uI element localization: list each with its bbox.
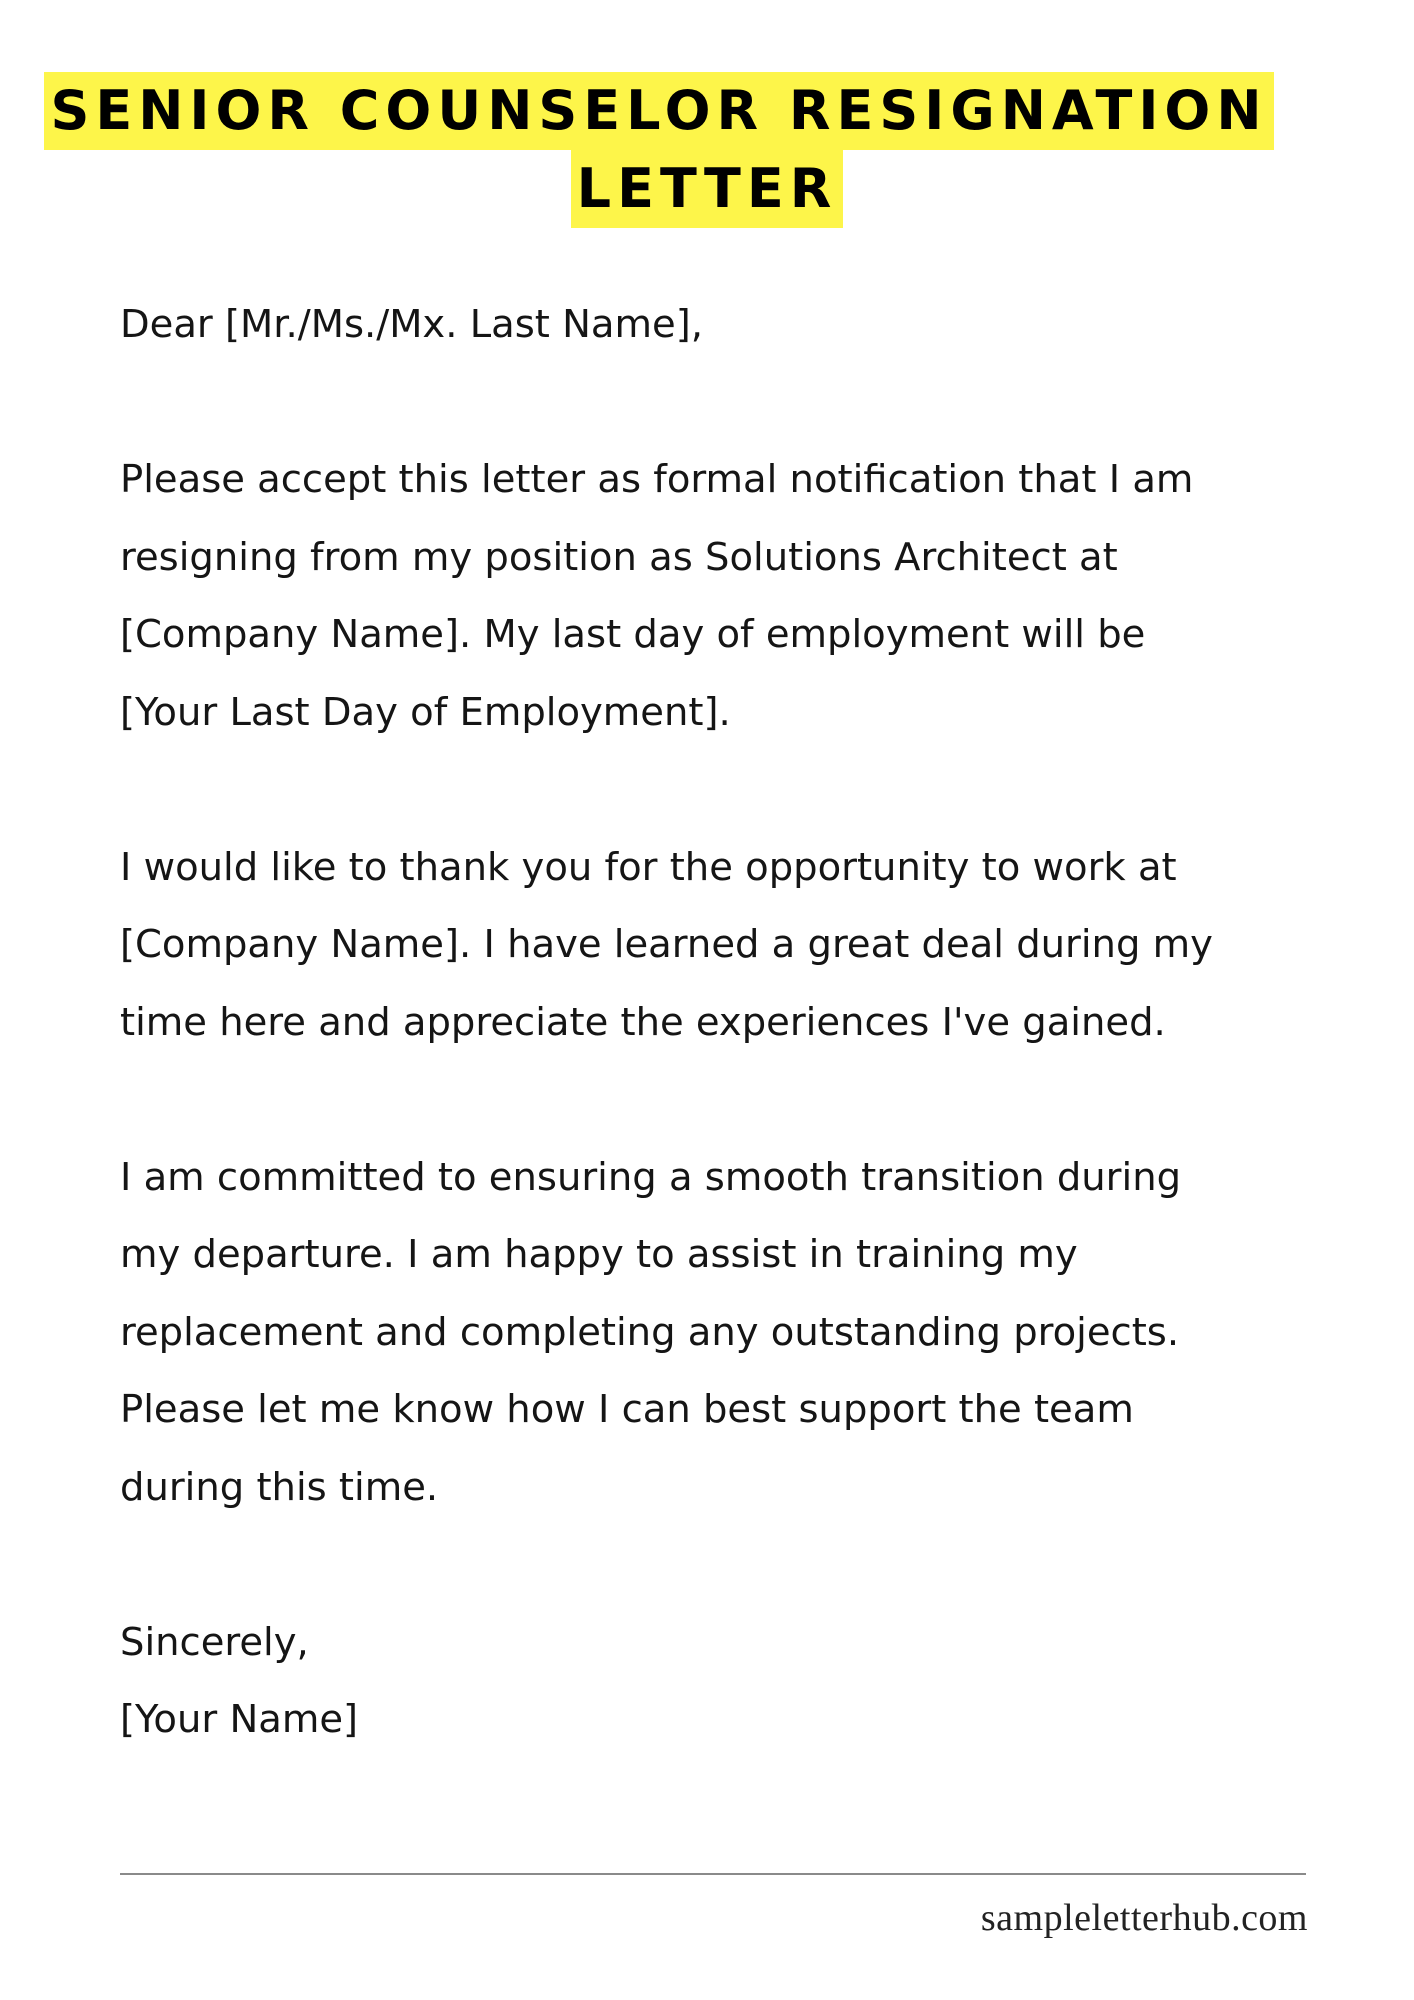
paragraph-line: I would like to thank you for the opportunity to work at bbox=[120, 844, 1177, 890]
paragraph-line: my departure. I am happy to assist in training my bbox=[120, 1232, 1078, 1277]
paragraph-transition bbox=[120, 1139, 1340, 1527]
paragraph-line: [Company Name]. I have learned a great deal during my bbox=[120, 922, 1213, 967]
title-line-2: LETTER bbox=[571, 150, 844, 228]
paragraph-line: [Your Last Day of Employment]. bbox=[120, 689, 731, 735]
footer-divider bbox=[120, 1873, 1306, 1875]
paragraph-line: resigning from my position as Solutions Architect at bbox=[120, 534, 1118, 580]
title-line-1: SENIOR COUNSELOR RESIGNATION bbox=[44, 72, 1273, 150]
footer-website: sampleletterhub.com bbox=[980, 1897, 1308, 1939]
paragraph-line: time here and appreciate the experiences I've gained. bbox=[120, 999, 1166, 1045]
paragraph-notification bbox=[120, 441, 1340, 751]
letter-body bbox=[120, 286, 1340, 1759]
paragraph-line: Please let me know how I can best support the team bbox=[120, 1387, 1134, 1432]
paragraph-line: [Company Name]. My last day of employment will be bbox=[120, 612, 1146, 657]
closing: Sincerely, bbox=[120, 1619, 309, 1665]
paragraph-line: during this time. bbox=[120, 1464, 439, 1510]
signature-name: [Your Name] bbox=[120, 1697, 359, 1742]
paragraph-line: I am committed to ensuring a smooth transition during bbox=[120, 1154, 1182, 1200]
paragraph-gratitude bbox=[120, 829, 1340, 1062]
paragraph-line: Please accept this letter as formal notification that I am bbox=[120, 457, 1194, 502]
salutation: Dear [Mr./Ms./Mx. Last Name], bbox=[120, 302, 703, 347]
letter-title bbox=[0, 72, 1414, 228]
paragraph-line: replacement and completing any outstanding projects. bbox=[120, 1309, 1180, 1355]
